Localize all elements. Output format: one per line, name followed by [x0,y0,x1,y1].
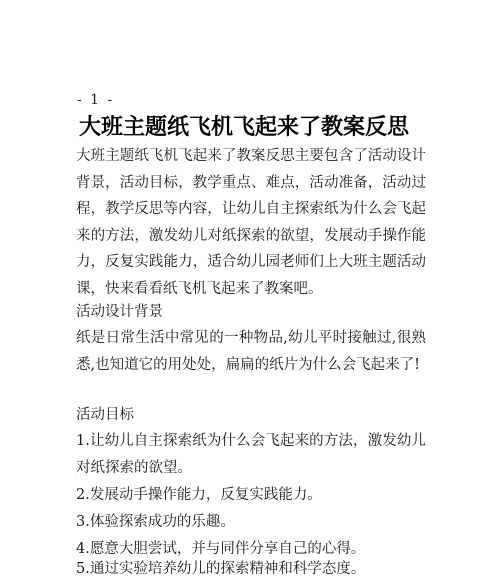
intro-line: 背景，活动目标，教学重点、难点，活动准备，活动过 [76,174,426,191]
goal-item: 1.让幼儿自主探索纸为什么会飞起来的方法，激发幼儿 [76,433,426,449]
intro-line: 大班主题纸飞机飞起来了教案反思主要包含了活动设计 [76,148,426,164]
background-line: 悉,也知道它的用处处，扁扁的纸片为什么会飞起来了! [76,356,420,373]
goal-item: 3.体验探索成功的乐趣。 [76,514,235,530]
section-heading-background: 活动设计背景 [76,304,163,320]
intro-line: 程，教学反思等内容，让幼儿自主探索纸为什么会飞起 [76,201,426,217]
intro-paragraph [76,143,426,302]
cutoff-line: 5.通过实验培养幼儿的探索精神和科学态度。 [76,561,366,577]
intro-line: 课，快来看看纸飞机飞起来了教案吧。 [76,280,323,297]
intro-line: 来的方法，激发幼儿对纸探索的欲望，发展动手操作能 [76,227,426,244]
background-paragraph [76,325,426,378]
intro-line: 力，反复实践能力，适合幼儿园老师们上大班主题活动 [76,254,426,270]
goal-item: 对纸探索的欲望。 [76,460,192,476]
goals-list [76,428,426,563]
background-line: 纸是日常生活中常见的一种物品,幼儿平时接触过,很熟 [76,330,426,346]
page-number: - 1 - [77,92,115,108]
document-title: 大班主题纸飞机飞起来了教案反思 [79,115,410,140]
section-heading-goals: 活动目标 [76,407,134,423]
goal-item: 4.愿意大胆尝试，并与同伴分享自己的心得。 [76,541,366,557]
goal-item: 2.发展动手操作能力，反复实践能力。 [76,487,322,503]
